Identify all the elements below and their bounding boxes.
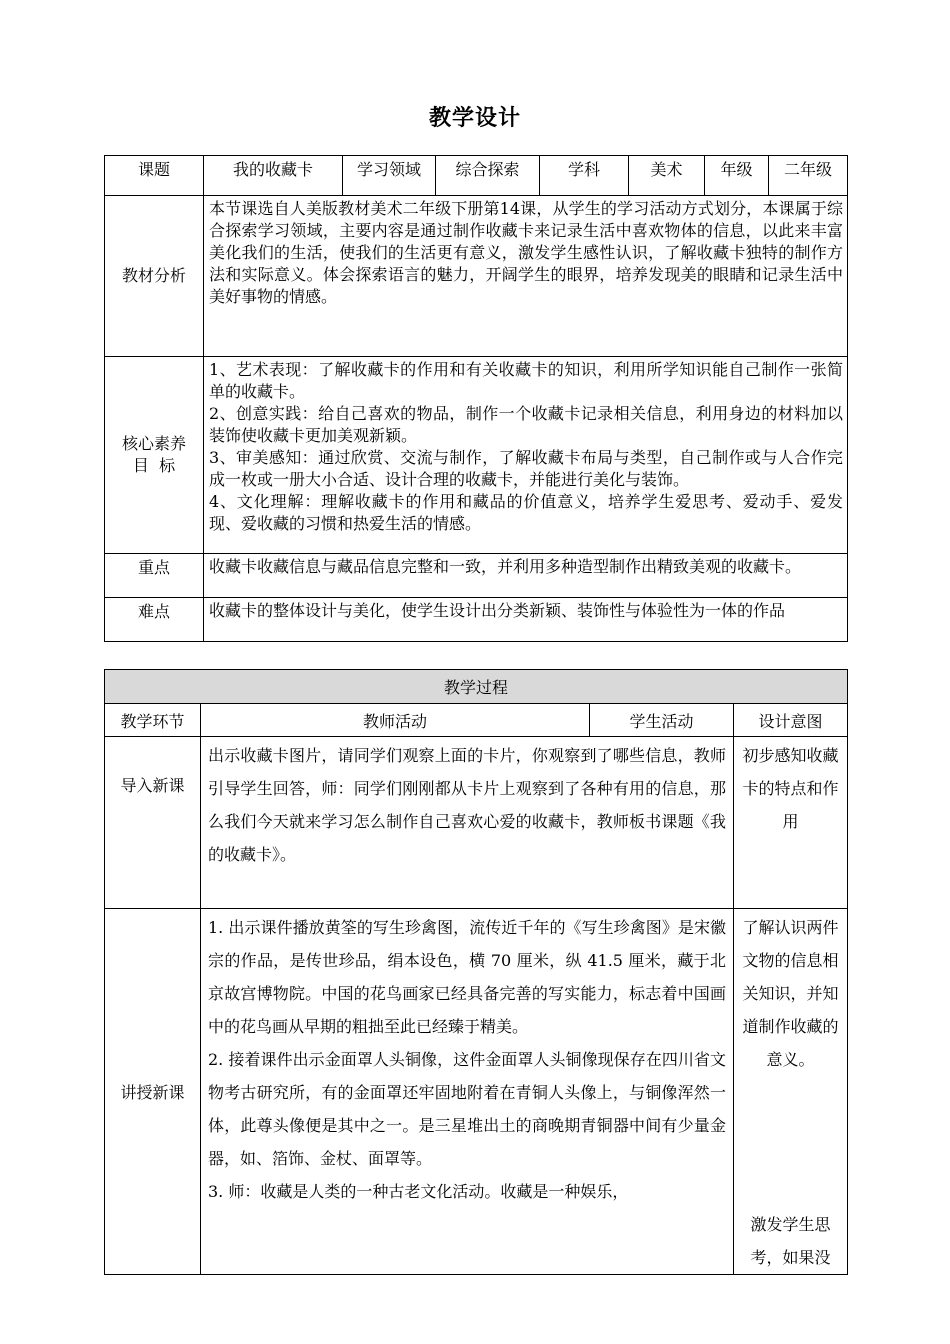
analysis-text: 本节课选自人美版教材美术二年级下册第14课，从学生的学习活动方式划分，本课属于综合探索学习领域，主要内容是通过制作收藏卡来记录生活中喜欢物体的信息，以此来丰富美化我们的生活，使我们的生活更有意义，激发学生感性认识，了解收藏卡独特的制作方法和实际意义。体会探索语言的魅力，开阔学生的眼界，培养发现美的眼睛和记录生活中美好事物的情感。 [204, 196, 848, 357]
intent-intro: 初步感知收藏卡的特点和作用 [734, 737, 848, 909]
topic-value: 我的收藏卡 [204, 156, 343, 196]
goals-label-line2: 目 标 [132, 456, 176, 475]
col-intent: 设计意图 [734, 704, 848, 737]
goals-list [204, 357, 848, 554]
grade-value: 二年级 [769, 156, 848, 196]
intent-lecture-1: 了解认识两件文物的信息相关知识，并知道制作收藏的意义。 [742, 918, 839, 1069]
process-column-row [105, 704, 848, 737]
subject-label: 学科 [540, 156, 629, 196]
intent-lecture [734, 909, 848, 1275]
goal-item-3: 3、审美感知：通过欣赏、交流与制作，了解收藏卡布局与类型，自己制作或与人合作完成一枚或一册大小合适、设计合理的收藏卡，并能进行美化与装饰。 [209, 448, 843, 489]
intent-spacer [738, 1076, 843, 1208]
col-teacher: 教师活动 [201, 704, 590, 737]
goal-item-1: 1、艺术表现：了解收藏卡的作用和有关收藏卡的知识，利用所学知识能自己制作一张简单的收藏卡。 [209, 360, 843, 401]
stage-lecture: 讲授新课 [105, 909, 201, 1275]
teacher-activity-intro: 出示收藏卡图片，请同学们观察上面的卡片，你观察到了哪些信息，教师引导学生回答，师：同学们刚刚都从卡片上观察到了各种有用的信息，那么我们今天就来学习怎么制作自己喜欢心爱的收藏卡，教师板书课题《我的收藏卡》。 [201, 737, 734, 909]
goal-item-4: 4、文化理解：理解收藏卡的作用和藏品的价值意义，培养学生爱思考、爱动手、爱发现、爱收藏的习惯和热爱生活的情感。 [209, 492, 843, 533]
domain-value: 综合探索 [436, 156, 540, 196]
lecture-paragraph-2: 2. 接着课件出示金面罩人头铜像，这件金面罩人头铜像现保存在四川省文物考古研究所，有的金面罩还牢固地附着在青铜人头像上，与铜像浑然一体，此尊头像便是其中之一。是三星堆出土的商晚期青铜器中间有少量金器，如、箔饰、金杖、面罩等。 [208, 1050, 726, 1168]
goals-label [105, 357, 204, 554]
difficulty-label: 难点 [105, 598, 204, 642]
difficulty-row [105, 598, 848, 642]
stage-intro: 导入新课 [105, 737, 201, 909]
process-header-row [105, 670, 848, 704]
process-row-intro [105, 737, 848, 909]
topic-label: 课题 [105, 156, 204, 196]
lecture-paragraph-1: 1. 出示课件播放黄筌的写生珍禽图，流传近千年的《写生珍禽图》是宋徽宗的作品，是传世珍品，绢本设色，横 70 厘米，纵 41.5 厘米，藏于北京故宫博物院。中国的花鸟画家已经具备完善的写实能力，标志着中国画中的花鸟画从早期的粗拙至此已经臻于精美。 [208, 918, 726, 1036]
key-point-text: 收藏卡收藏信息与藏品信息完整和一致，并利用多种造型制作出精致美观的收藏卡。 [204, 554, 848, 598]
intent-lecture-2: 激发学生思考，如果没 [750, 1215, 831, 1267]
domain-label: 学习领域 [343, 156, 436, 196]
process-row-lecture [105, 909, 848, 1275]
key-point-label: 重点 [105, 554, 204, 598]
process-detail-table [104, 703, 848, 1275]
goals-row [105, 357, 848, 554]
process-header: 教学过程 [105, 670, 848, 704]
info-row [105, 156, 848, 196]
subject-value: 美术 [629, 156, 705, 196]
key-point-row [105, 554, 848, 598]
col-stage: 教学环节 [105, 704, 201, 737]
goal-item-2: 2、创意实践：给自己喜欢的物品，制作一个收藏卡记录相关信息，利用身边的材料加以装饰使收藏卡更加美观新颖。 [209, 404, 843, 445]
teacher-activity-lecture [201, 909, 734, 1275]
lesson-info-table [104, 155, 848, 642]
col-student: 学生活动 [590, 704, 734, 737]
analysis-row [105, 196, 848, 357]
page-title: 教学设计 [428, 106, 521, 131]
lecture-paragraph-3: 3. 师：收藏是人类的一种古老文化活动。收藏是一种娱乐， [208, 1182, 629, 1201]
goals-label-line1: 核心素养 [121, 434, 186, 453]
difficulty-text: 收藏卡的整体设计与美化，使学生设计出分类新颖、装饰性与体验性为一体的作品 [204, 598, 848, 642]
teaching-process-table [104, 669, 848, 704]
analysis-label: 教材分析 [105, 196, 204, 357]
grade-label: 年级 [705, 156, 769, 196]
